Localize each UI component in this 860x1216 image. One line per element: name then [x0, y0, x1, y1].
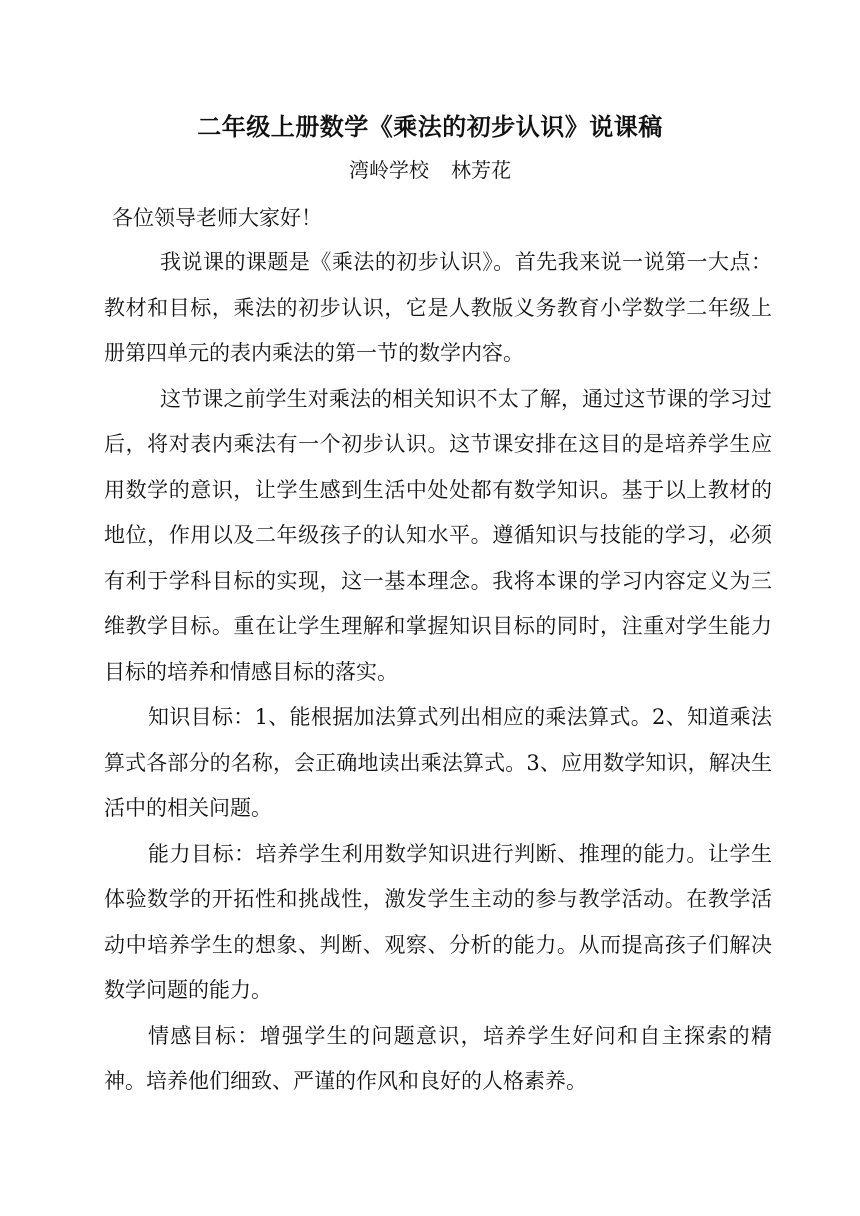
document-title: 二年级上册数学《乘法的初步认识》说课稿 [197, 113, 663, 141]
document-body [104, 240, 772, 1105]
greeting: 各位领导老师大家好！ [112, 206, 322, 230]
paragraph-background: 这节课之前学生对乘法的相关知识不太了解，通过这节课的学习过后，将对表内乘法有一个初步认识。这节课安排在这目的是培养学生应用数学的意识，让学生感到生活中处处都有数学知识。基于以上教材的地位，作用以及二年级孩子的认知水平。遵循知识与技能的学习，必须有利于学科目标的实现，这一基本理念。我将本课的学习内容定义为三维教学目标。重在让学生理解和掌握知识目标的同时，注重对学生能力目标的培养和情感目标的落实。 [104, 386, 772, 684]
paragraph-emotion-goals: 情感目标：增强学生的问题意识，培养学生好问和自主探索的精神。培养他们细致、严谨的作风和良好的人格素养。 [104, 1023, 772, 1093]
author-line [0, 154, 860, 186]
author-name: 林芳花 [451, 158, 511, 182]
paragraph-knowledge-goals: 知识目标：1、能根据加法算式列出相应的乘法算式。2、知道乘法算式各部分的名称，会正确地读出乘法算式。3、应用数学知识，解决生活中的相关问题。 [104, 705, 772, 820]
paragraph-ability-goals: 能力目标：培养学生利用数学知识进行判断、推理的能力。让学生体验数学的开拓性和挑战性，激发学生主动的参与教学活动。在教学活动中培养学生的想象、判断、观察、分析的能力。从而提高孩子们解决数学问题的能力。 [104, 841, 772, 1002]
author-school: 湾岭学校 [349, 158, 429, 182]
paragraph-topic: 我说课的课题是《乘法的初步认识》。首先我来说一说第一大点：教材和目标，乘法的初步认识，它是人教版义务教育小学数学二年级上册第四单元的表内乘法的第一节的数学内容。 [104, 250, 772, 365]
